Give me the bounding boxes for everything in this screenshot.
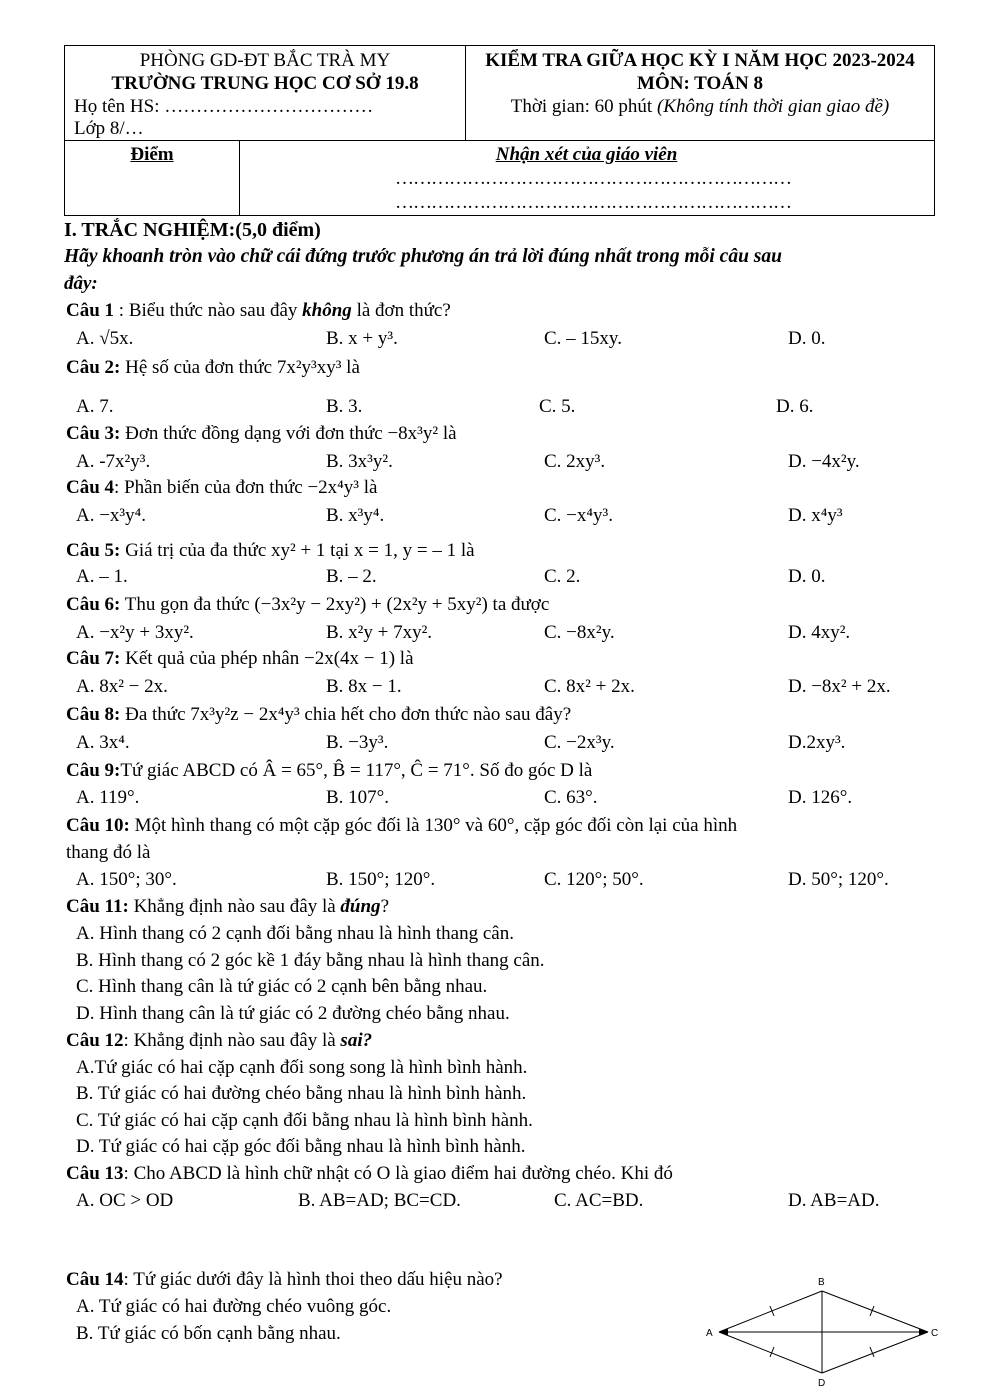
label-d: D [818,1378,826,1389]
q1-option-a[interactable]: A. √5x. [76,328,134,349]
question-text: Thu gọn đa thức (−3x²y − 2xy²) + (2x²y + 5xy²) ta được [120,594,550,615]
question-label: Câu 3: [66,423,121,444]
q12-option-c[interactable]: C. Tứ giác có hai cặp cạnh đối bằng nhau là hình bình hành. [76,1110,533,1131]
tick-da [770,1347,774,1357]
question-label: Câu 11: [66,896,129,917]
question-label: Câu 14 [66,1269,124,1290]
q2-option-d[interactable]: D. 6. [776,396,814,417]
exam-info [466,46,934,140]
q2-option-b[interactable]: B. 3. [326,396,363,417]
q13-option-b[interactable]: B. AB=AD; BC=CD. [298,1190,461,1211]
q11-option-d[interactable]: D. Hình thang cân là tứ giác có 2 đường chéo bằng nhau. [76,1003,510,1024]
question-label: Câu 9: [66,760,121,781]
q1-option-d[interactable]: D. 0. [788,328,826,349]
q9-option-d[interactable]: D. 126°. [788,787,853,808]
school-info [65,46,466,140]
question-6 [66,594,549,616]
question-9 [66,760,592,782]
label-c: C [931,1328,939,1339]
student-name-field: Họ tên HS: …………………………… [74,96,374,117]
question-label: Câu 1 [66,300,115,321]
question-label: Câu 4 [66,477,115,498]
q3-option-b[interactable]: B. 3x³y². [326,451,393,472]
label-b: B [818,1277,825,1288]
q4-option-b[interactable]: B. x³y⁴. [326,505,385,526]
q2-option-a[interactable]: A. 7. [76,396,114,417]
question-keyword: sai? [340,1030,373,1051]
q8-option-d[interactable]: D.2xy³. [788,732,846,753]
q4-option-d[interactable]: D. x⁴y³ [788,505,843,526]
teacher-comment-label: Nhận xét của giáo viên [495,144,678,165]
department-name: PHÒNG GD-ĐT BẮC TRÀ MY [139,50,391,71]
q7-option-b[interactable]: B. 8x − 1. [326,676,402,697]
q9-option-a[interactable]: A. 119°. [76,787,140,808]
question-label: Câu 2: [66,357,121,378]
q10-option-d[interactable]: D. 50°; 120°. [788,869,889,890]
q11-option-a[interactable]: A. Hình thang có 2 cạnh đối bằng nhau là hình thang cân. [76,923,514,944]
label-a: A [706,1328,713,1339]
q1-option-c[interactable]: C. – 15xy. [544,328,622,349]
question-text: Hệ số của đơn thức 7x²y³xy³ là [120,357,360,378]
q5-option-d[interactable]: D. 0. [788,566,826,587]
question-2 [66,357,360,379]
question-4 [66,477,377,499]
q10-option-b[interactable]: B. 150°; 120°. [326,869,436,890]
question-14 [66,1269,503,1291]
q6-option-c[interactable]: C. −8x²y. [544,622,615,643]
question-text-end: ? [380,896,389,917]
question-text: : Tứ giác dưới đây là hình thoi theo dấu hiệu nào? [123,1269,503,1290]
q12-option-b[interactable]: B. Tứ giác có hai đường chéo bằng nhau là hình bình hành. [76,1083,527,1104]
question-text: : Phần biến của đơn thức −2x⁴y³ là [114,477,378,498]
side-ab [719,1291,822,1332]
question-label: Câu 10: [66,815,130,836]
q13-option-a[interactable]: A. OC > OD [76,1190,174,1211]
side-da [719,1332,822,1373]
q3-option-d[interactable]: D. −4x²y. [788,451,860,472]
q13-option-c[interactable]: C. AC=BD. [554,1190,644,1211]
question-label: Câu 6: [66,594,121,615]
question-3 [66,423,457,445]
question-keyword: đúng [340,896,381,917]
q5-option-a[interactable]: A. – 1. [76,566,128,587]
side-bc [822,1291,928,1332]
question-text: : Cho ABCD là hình chữ nhật có O là giao điểm hai đường chéo. Khi đó [123,1163,673,1184]
question-5 [66,540,475,562]
grade-box [64,140,935,216]
question-8 [66,704,571,726]
subject: MÔN: TOÁN 8 [637,73,763,94]
q7-option-d[interactable]: D. −8x² + 2x. [788,676,891,697]
comment-line-2: ………………………………………………………… [395,192,791,213]
question-text: : Khẳng định nào sau đây là [123,1030,341,1051]
question-12 [66,1030,372,1052]
question-10 [66,815,737,837]
q1-option-b[interactable]: B. x + y³. [326,328,398,349]
q10-option-c[interactable]: C. 120°; 50°. [544,869,644,890]
question-text-end: là đơn thức? [351,300,451,321]
q8-option-b[interactable]: B. −3y³. [326,732,389,753]
question-label: Câu 5: [66,540,121,561]
question-10-cont: thang đó là [66,842,151,863]
q4-option-c[interactable]: C. −x⁴y³. [544,505,613,526]
rhombus-figure [700,1272,945,1394]
question-text: Một hình thang có một cặp góc đối là 130° và 60°, cặp góc đối còn lại của hình [129,815,738,836]
q9-option-b[interactable]: B. 107°. [326,787,390,808]
question-text: Khẳng định nào sau đây là [128,896,341,917]
exam-time [466,96,934,118]
q3-option-a[interactable]: A. -7x²y³. [76,451,151,472]
q11-option-b[interactable]: B. Hình thang có 2 góc kề 1 đáy bằng nhau là hình thang cân. [76,950,545,971]
question-text: Tứ giác ABCD có Â = 65°, B̂ = 117°, Ĉ = 71°. Số đo góc D là [120,760,593,781]
exam-header [64,45,935,141]
q8-option-a[interactable]: A. 3x⁴. [76,732,130,753]
q14-option-b[interactable]: B. Tứ giác có bốn cạnh bằng nhau. [76,1323,341,1344]
q6-option-a[interactable]: A. −x²y + 3xy². [76,622,194,643]
question-label: Câu 13 [66,1163,124,1184]
section-title: I. TRẮC NGHIỆM:(5,0 điểm) [64,219,321,241]
question-11 [66,896,389,918]
q4-option-a[interactable]: A. −x³y⁴. [76,505,147,526]
question-text: Kết quả của phép nhân −2x(4x − 1) là [120,648,414,669]
time-note: (Không tính thời gian giao đề) [656,96,890,117]
exam-title: KIỂM TRA GIỮA HỌC KỲ I NĂM HỌC 2023-2024 [485,50,915,71]
q5-option-c[interactable]: C. 2. [544,566,581,587]
q13-option-d[interactable]: D. AB=AD. [788,1190,880,1211]
q9-option-c[interactable]: C. 63°. [544,787,598,808]
q6-option-b[interactable]: B. x²y + 7xy². [326,622,433,643]
question-text: Giá trị của đa thức xy² + 1 tại x = 1, y = – 1 là [120,540,475,561]
question-label: Câu 12 [66,1030,124,1051]
question-text: Đa thức 7x³y²z − 2x⁴y³ chia hết cho đơn thức nào sau đây? [120,704,572,725]
q3-option-c[interactable]: C. 2xy³. [544,451,606,472]
q2-option-c[interactable]: C. 5. [539,396,576,417]
question-keyword: không [302,300,352,321]
comment-line-1: ………………………………………………………… [395,168,791,189]
side-cd [822,1332,928,1373]
score-label: Điểm [130,144,174,165]
question-label: Câu 7: [66,648,121,669]
tick-cd [870,1347,874,1357]
q10-option-a[interactable]: A. 150°; 30°. [76,869,177,890]
q8-option-c[interactable]: C. −2x³y. [544,732,615,753]
instruction-line-2: đây: [64,273,98,294]
class-field: Lớp 8/… [74,118,144,139]
q7-option-c[interactable]: C. 8x² + 2x. [544,676,635,697]
question-label: Câu 8: [66,704,121,725]
q11-option-c[interactable]: C. Hình thang cân là tứ giác có 2 cạnh bên bằng nhau. [76,976,488,997]
q7-option-a[interactable]: A. 8x² − 2x. [76,676,168,697]
q12-option-d[interactable]: D. Tứ giác có hai cặp góc đối bằng nhau là hình bình hành. [76,1136,526,1157]
q6-option-d[interactable]: D. 4xy². [788,622,851,643]
instruction-line-1: Hãy khoanh tròn vào chữ cái đứng trước phương án trả lời đúng nhất trong mỗi câu sau [64,246,782,267]
question-text: : Biểu thức nào sau đây [114,300,303,321]
school-name: TRƯỜNG TRUNG HỌC CƠ SỞ 19.8 [111,73,419,94]
question-1 [66,300,451,322]
q12-option-a[interactable]: A.Tứ giác có hai cặp cạnh đối song song là hình bình hành. [76,1057,528,1078]
question-text: Đơn thức đồng dạng với đơn thức −8x³y² là [120,423,457,444]
q14-option-a[interactable]: A. Tứ giác có hai đường chéo vuông góc. [76,1296,392,1317]
q5-option-b[interactable]: B. – 2. [326,566,377,587]
question-7 [66,648,414,670]
question-13 [66,1163,673,1185]
time-text: Thời gian: 60 phút [510,96,653,117]
